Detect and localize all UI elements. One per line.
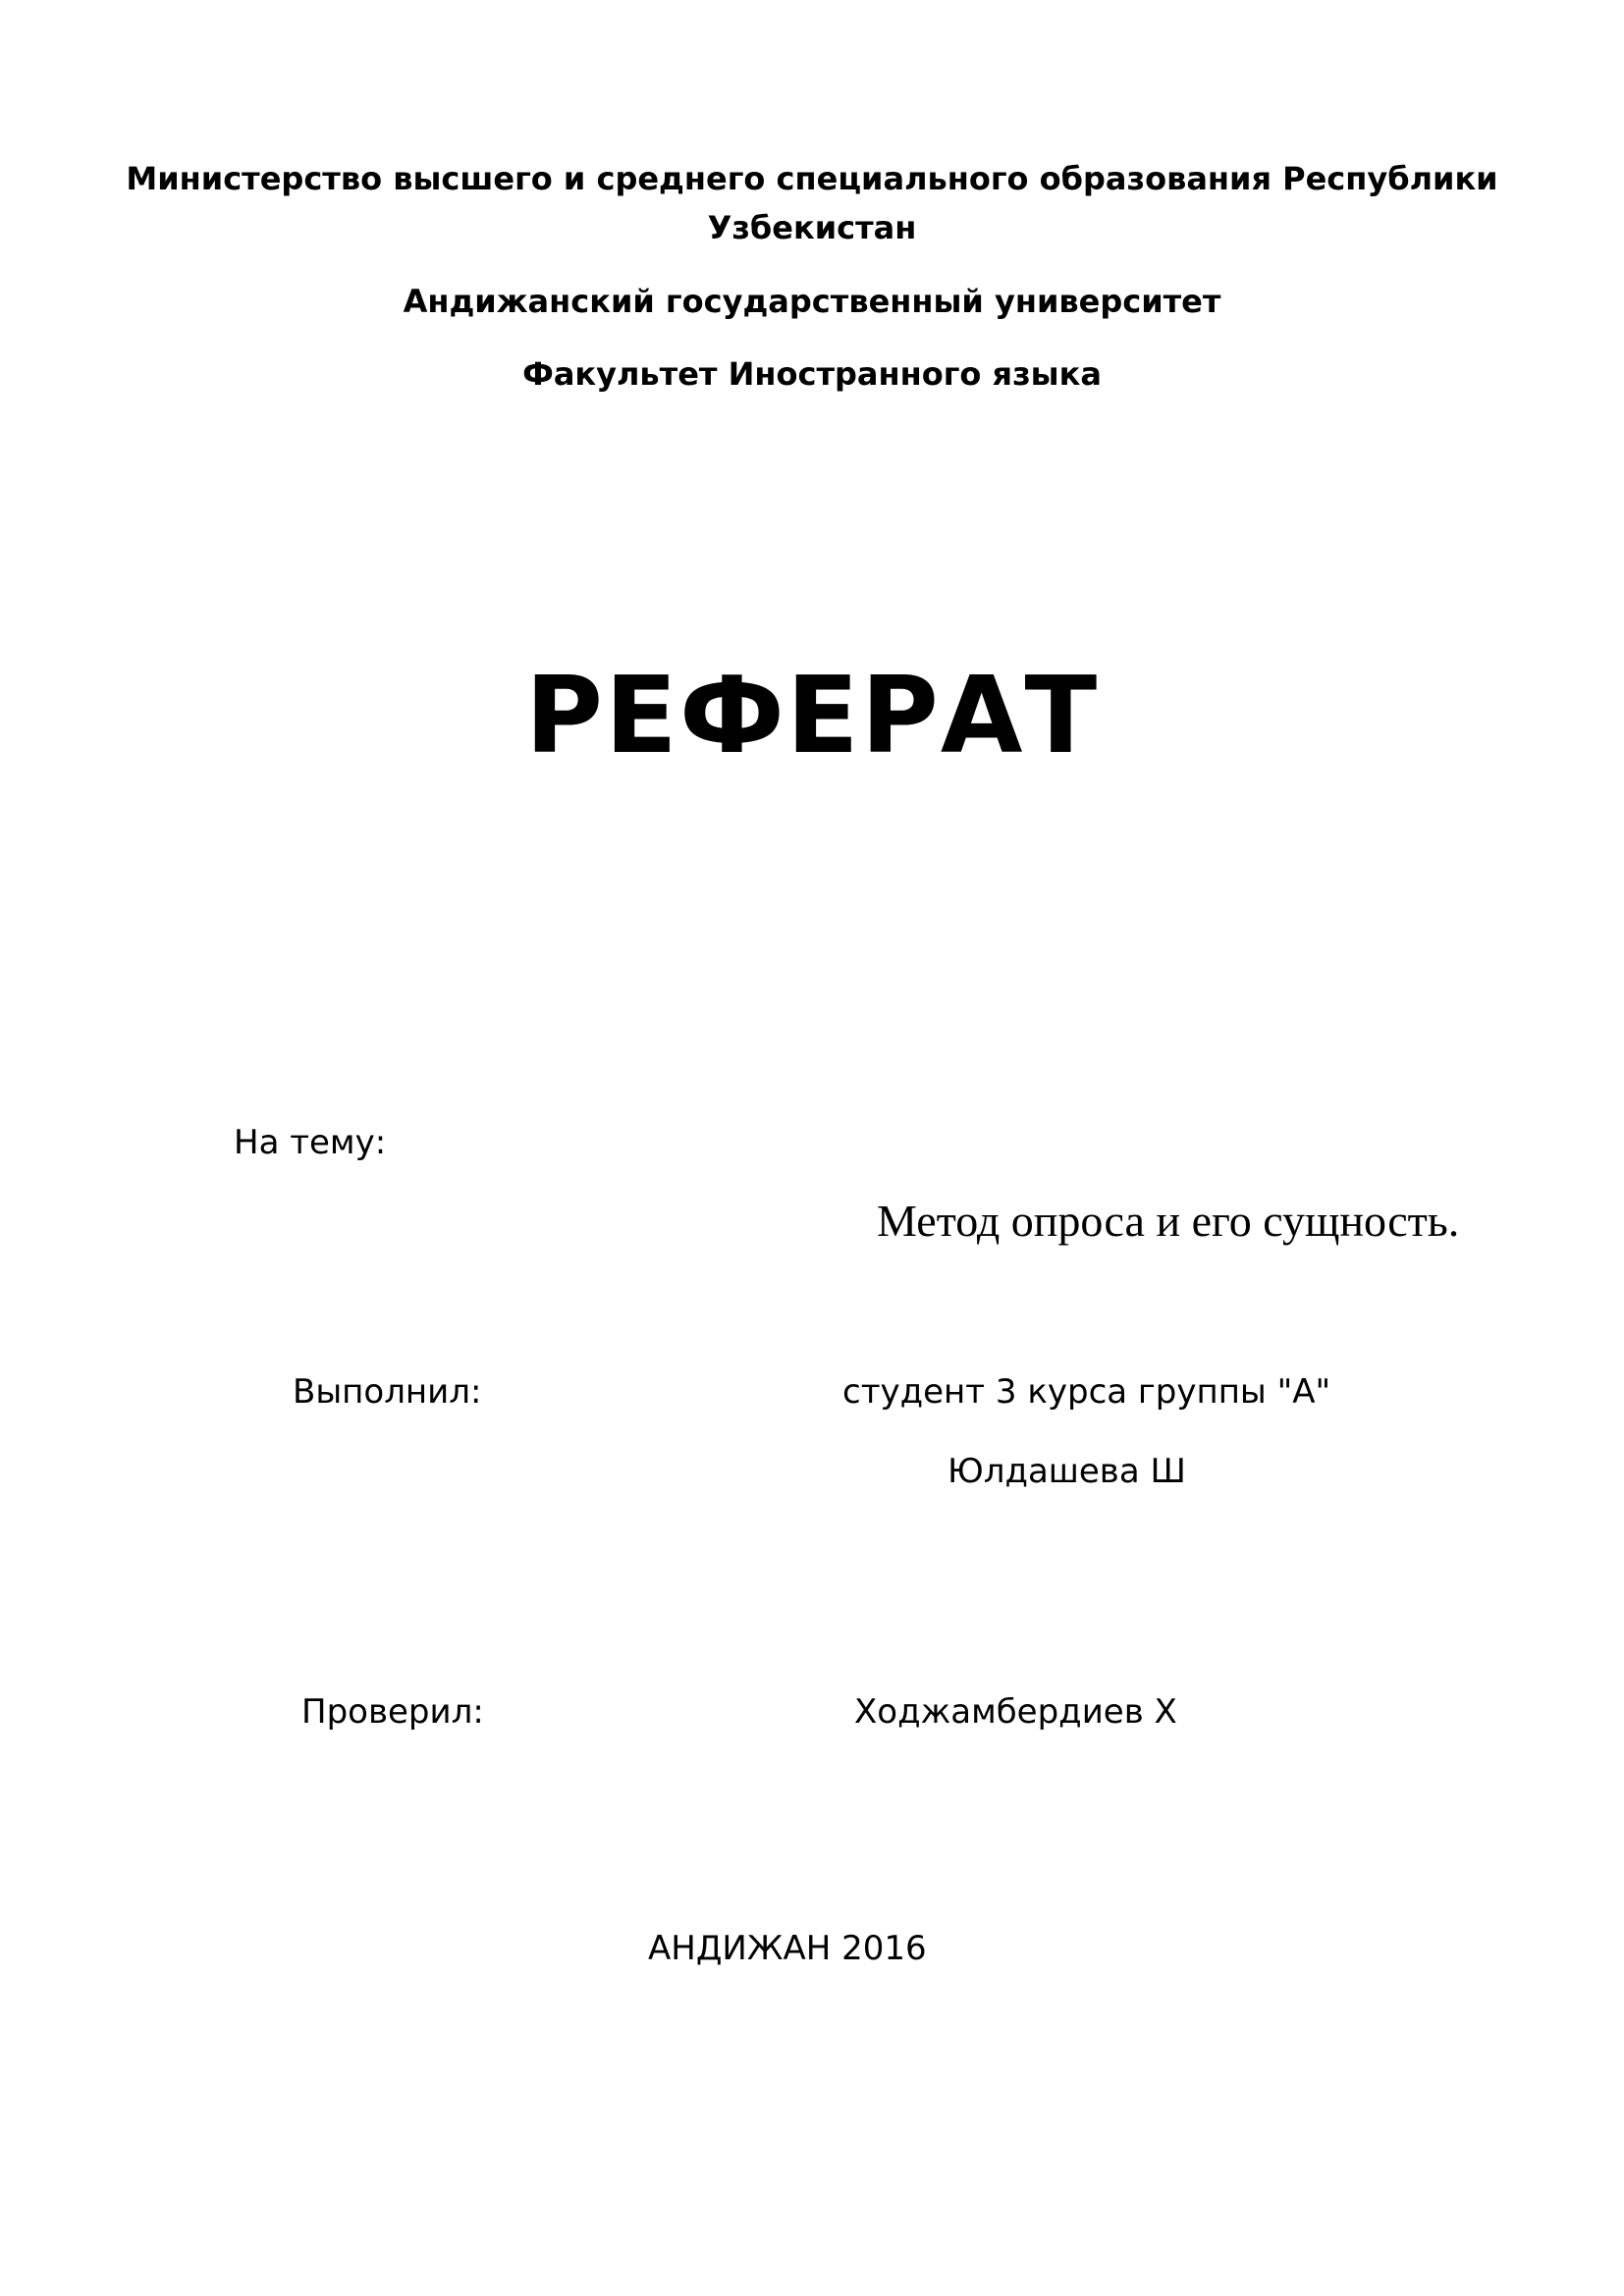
performed-student-info: студент 3 курса группы "А" bbox=[842, 1372, 1331, 1412]
topic-value: Метод опроса и его сущность. bbox=[877, 1196, 1460, 1246]
footer-city-year: АНДИЖАН 2016 bbox=[648, 1929, 927, 1968]
document-title: РЕФЕРАТ bbox=[524, 655, 1100, 777]
university-name: Андижанский государственный университет bbox=[403, 283, 1221, 320]
performed-student-name: Юлдашева Ш bbox=[947, 1452, 1186, 1491]
topic-label: На тему: bbox=[234, 1123, 387, 1162]
checked-teacher-name: Ходжамбердиев Х bbox=[854, 1692, 1177, 1732]
performed-label: Выполнил: bbox=[293, 1372, 482, 1412]
ministry-line-1: Министерство высшего и среднего специального образования Республики bbox=[126, 160, 1498, 197]
ministry-line-2: Узбекистан bbox=[707, 209, 917, 246]
faculty-name: Факультет Иностранного языка bbox=[522, 355, 1102, 393]
checked-label: Проверил: bbox=[301, 1692, 484, 1732]
